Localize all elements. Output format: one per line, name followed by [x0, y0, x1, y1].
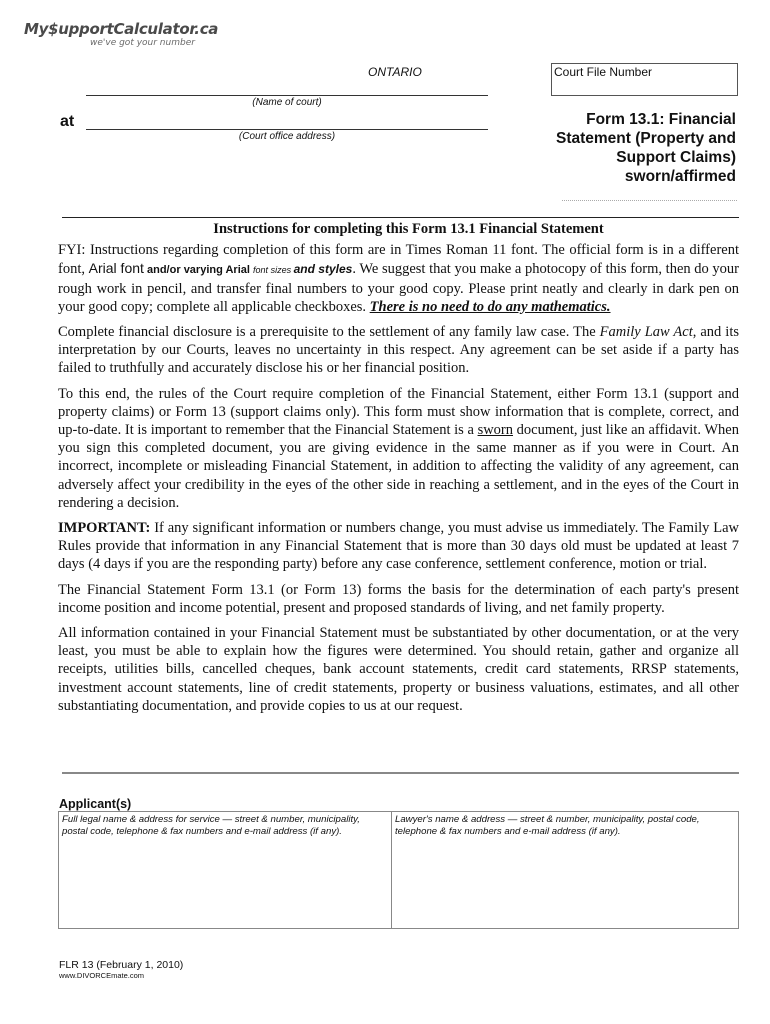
- rules-text-1: To this end, the rules of the Court require completion of the Financial Statement, either Form 13.1 (support and property claims) or Form 13 (support claims only). This form must show information that is complete, correct, and up-to-date. It is important to remember that the Financial Statement is a: [58, 385, 739, 439]
- basis-paragraph: The Financial Statement Form 13.1 (or Form 13) forms the basis for the determination of each party's present income position and income potential, present and proposed standards of living, and net family property.: [58, 581, 739, 616]
- disclosure-text-2: , and its interpretation by our Courts, leaves no uncertainty in this respect. Any agreement can be set aside if a party has failed to truthfully and accurately disclose his or her financial position.: [58, 324, 739, 377]
- fyi-paragraph: [58, 241, 739, 316]
- fyi-text-1: FYI: Instructions regarding completion of this form are in Times Roman 11 font. The official form is in a different font,: [58, 242, 739, 278]
- page-footer: [59, 959, 183, 980]
- applicants-table: [58, 811, 739, 929]
- court-address-caption: (Court office address): [238, 131, 336, 142]
- font-sizes-sample: font sizes: [253, 265, 294, 276]
- court-name-caption: (Name of court): [252, 97, 322, 108]
- at-label: at: [60, 113, 75, 130]
- fyi-text-2: . We suggest that you make a photocopy of this form, then do your rough work in pencil, and transfer final numbers to your good copy. Please print neatly and clearly in dark pen on your good copy; complete all applicable checkboxes.: [58, 261, 740, 315]
- substantiate-paragraph: All information contained in your Financial Statement must be substantiated by other documentation, or at the very least, you must be able to explain how the figures were determined. You should retain, gather and organize all receipts, utilities bills, cancelled cheques, bank account statements, credit card statements, RRSP statements, investment account statements, line of credit statements, property or business valuations, estimates, and all other substantiating documentation, and provide copies to us at our request.: [58, 625, 739, 714]
- court-name-field[interactable]: [86, 95, 488, 96]
- instructions-section: [58, 220, 739, 722]
- jurisdiction-label: ONTARIO: [368, 65, 422, 79]
- court-file-number-field[interactable]: [551, 63, 738, 96]
- title-divider: [562, 200, 737, 201]
- important-text: If any significant information or numbers change, you must advise us immediately. The Family Law Rules provide that information in any Financial Statement that is more than 30 days old must be updated at least 7 days (4 days if you are the responding party) before any case conference, settlement conference, motion or trial.: [58, 520, 739, 573]
- form-title: Form 13.1: Financial Statement (Property and Support Claims) sworn/affirmed: [555, 111, 736, 185]
- lawyer-address-caption: Lawyer's name & address — street & number, municipality, postal code, telephone & fax numbers and e-mail address (if any).: [395, 814, 700, 837]
- and-styles-sample: and styles: [293, 262, 353, 277]
- lawyer-address-field[interactable]: [392, 812, 738, 928]
- important-paragraph: [58, 519, 739, 574]
- rules-text-2: document, just like an affidavit. When you sign this completed document, you are giving evidence in the same manner as if you were in Court. An incorrect, incomplete or misleading Financial Statement, in addition to affecting the validity of any agreement, can adversely affect your credibility in the eyes of the other side in reaching a settlement, and in the eyes of the Court in rendering a decision.: [58, 422, 739, 511]
- disclosure-text-1: Complete financial disclosure is a prerequisite to the settlement of any family law case. The: [58, 324, 600, 341]
- arial-font-sample: Arial font: [88, 260, 144, 277]
- applicant-address-field[interactable]: [59, 812, 392, 928]
- applicants-label: Applicant(s): [59, 797, 132, 811]
- court-file-number-label: Court File Number: [554, 65, 653, 79]
- site-logo: [24, 20, 218, 48]
- rules-paragraph: [58, 385, 739, 512]
- no-math-note: There is no need to do any mathematics.: [369, 298, 611, 315]
- important-label: IMPORTANT:: [58, 520, 151, 537]
- instructions-heading: Instructions for completing this Form 13.1 Financial Statement: [213, 221, 604, 237]
- footer-website: www.DIVORCEmate.com: [59, 971, 145, 980]
- family-law-act: Family Law Act: [599, 324, 693, 341]
- sworn-word: sworn: [477, 422, 514, 439]
- form-code: FLR 13 (February 1, 2010): [59, 959, 184, 971]
- logo-tagline: we've got your number: [90, 38, 195, 48]
- section-divider-bottom: [62, 772, 739, 774]
- and-or-sample: and/or varying Arial: [143, 264, 254, 277]
- court-address-field[interactable]: [86, 129, 488, 130]
- logo-wordmark: My$upportCalculator.ca: [24, 20, 219, 38]
- applicant-address-caption: Full legal name & address for service — street & number, municipality, postal code, telephone & fax numbers and e-mail address (if any).: [62, 814, 360, 837]
- section-divider-top: [62, 217, 739, 218]
- disclosure-paragraph: [58, 323, 739, 378]
